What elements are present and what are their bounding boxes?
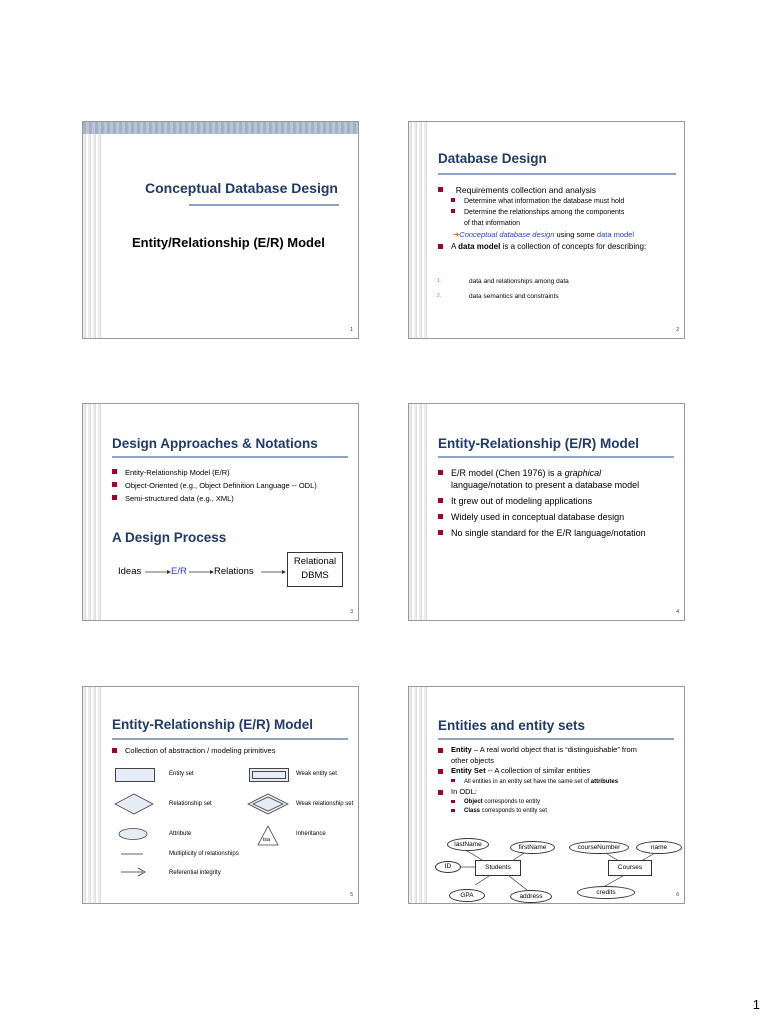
dbms-box: Relational DBMS — [287, 552, 343, 587]
title-underline — [438, 456, 674, 458]
entity-courses: Courses — [608, 860, 652, 876]
slide-number: 6 — [676, 892, 679, 898]
list-item: Object corresponds to entity — [437, 798, 685, 807]
slide-stripes — [83, 122, 101, 338]
slide-title: Design Approaches & Notations — [112, 436, 318, 451]
list-item: All entities in an entity set have the same set of attributes — [437, 777, 685, 788]
slide-title: Entities and entity sets — [438, 718, 586, 733]
slide-title: Entity-Relationship (E/R) Model — [112, 717, 313, 732]
bullet-list — [437, 467, 685, 539]
slide-6 — [408, 686, 685, 904]
slide-2: Database Design Requirements collection and analysis Determine what information the database must hold Determine the relationships among the components of that information ➔Conceptual database design using some data model A data model is a collection of concepts for describing: 1. data and relationships among data 2. data semantics and constraints 2 — [408, 121, 685, 339]
section-title: A Design Process — [112, 530, 227, 545]
entity-students: Students — [475, 860, 521, 876]
slide-number: 1 — [350, 327, 353, 333]
list-item: Object-Oriented (e.g., Object Definition Language -- ODL) — [111, 479, 359, 492]
er-symbols — [83, 687, 359, 904]
list-item: Determine the relationships among the components of that information — [437, 207, 685, 229]
legend-attribute: Attribute — [169, 831, 192, 837]
attribute-id: ID — [435, 861, 461, 873]
slide-3 — [82, 403, 359, 621]
attribute-gpa: GPA — [449, 889, 485, 902]
isa-label: isa — [263, 837, 271, 843]
slide-number: 3 — [350, 609, 353, 615]
process-arrows — [83, 404, 359, 621]
slide-title: Entity-Relationship (E/R) Model — [438, 436, 639, 451]
list-item: Collection of abstraction / modeling primitives — [111, 745, 359, 757]
attribute-lastname: lastName — [447, 838, 489, 851]
attribute-name: name — [636, 841, 682, 854]
slide-stripes — [409, 404, 427, 620]
slide-title: Database Design — [438, 151, 547, 166]
legend-weak-relationship-set: Weak relationship set — [296, 801, 354, 807]
legend-entity-set: Entity set — [169, 771, 194, 777]
process-er: E/R — [171, 566, 187, 577]
list-item: E/R model (Chen 1976) is a graphical language/notation to present a database model — [437, 467, 685, 491]
list-item: Entity Set -- A collection of similar entities — [437, 766, 685, 777]
slide-subtitle: Entity/Relationship (E/R) Model — [132, 235, 325, 250]
slide-topbar — [83, 122, 358, 134]
list-item: Class corresponds to entity set — [437, 807, 685, 816]
arrow-icon: ➔ — [453, 230, 460, 239]
slide-number: 4 — [676, 609, 679, 615]
list-item: Semi-structured data (e.g., XML) — [111, 492, 359, 505]
list-item: Requirements collection and analysis — [437, 184, 685, 196]
attribute-coursenumber: courseNumber — [569, 841, 629, 854]
attribute-address: address — [510, 890, 552, 903]
list-item: Determine what information the database must hold — [437, 196, 685, 207]
list-item: No single standard for the E/R language/notation — [437, 527, 685, 539]
legend-weak-entity-set: Weak entity set — [296, 771, 337, 777]
slide-title: Conceptual Database Design — [145, 180, 338, 196]
title-underline — [438, 173, 676, 175]
slide-4 — [408, 403, 685, 621]
legend-referential: Referential integrity — [169, 870, 221, 876]
legend-relationship-set: Relationship set — [169, 801, 212, 807]
process-ideas: Ideas — [118, 566, 142, 577]
list-item: It grew out of modeling applications — [437, 495, 685, 507]
slide-number: 2 — [676, 327, 679, 333]
legend-multiplicity: Multiplicity of relationships — [169, 851, 239, 857]
attribute-firstname: firstName — [510, 841, 555, 854]
title-underline — [189, 204, 339, 206]
list-item: In ODL: — [437, 787, 685, 798]
slide-stripes — [409, 122, 427, 338]
slide-1 — [82, 121, 359, 339]
list-item: Widely used in conceptual database design — [437, 511, 685, 523]
list-item: Entity-Relationship Model (E/R) — [111, 466, 359, 479]
page-number: 1 — [752, 997, 760, 1012]
list-item: Entity – A real world object that is “distinguishable” from other objects — [437, 745, 685, 766]
list-item: A data model is a collection of concepts for describing: — [437, 241, 685, 253]
list-item: ➔Conceptual database design using some data model — [453, 230, 635, 239]
bullet-list — [437, 184, 685, 253]
legend-inheritance: Inheritance — [296, 831, 326, 837]
process-relations: Relations — [214, 566, 254, 577]
slide-number: 5 — [350, 892, 353, 898]
slide-5 — [82, 686, 359, 904]
attribute-credits: credits — [577, 886, 635, 899]
